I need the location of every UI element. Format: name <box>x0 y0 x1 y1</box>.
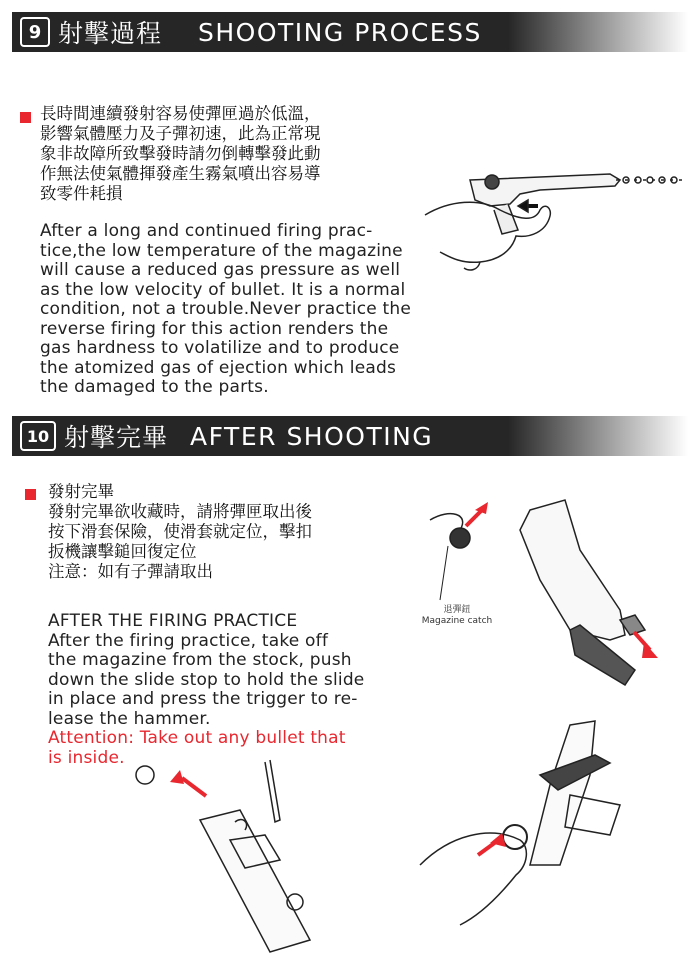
section-9-zh-text: 長時間連續發射容易使彈匣過於低溫， 影響氣體壓力及子彈初速，此為正常現 象非故障所致擊發時請勿倒轉擊發此動 作無法使氣體揮發產生霧氣噴出容易導 致零件耗損 <box>40 104 321 203</box>
banner-fade <box>508 12 688 52</box>
section-10-title-en: AFTER SHOOTING <box>190 421 434 451</box>
section-10-bullet-icon <box>25 489 36 500</box>
section-9-en-text: After a long and continued firing prac- tice,the low temperature of the magazine will cause a reduced gas pressure as well as the low velocity of bullet. It is a normal condition, not a trouble.Never practice the reverse firing for this action renders the gas hardness to volatilize and to produce the atomized gas of ejection which leads the damaged to the parts. <box>40 221 412 397</box>
magazine-screwdriver-illustration <box>130 760 350 955</box>
en-heading: AFTER THE FIRING PRACTICE <box>48 611 298 631</box>
section-10-title-zh: 射擊完畢 <box>64 423 169 452</box>
section-10-zh-text: 發射完畢 發射完畢欲收藏時，請將彈匣取出後 按下滑套保險，使滑套就定位，擊扣 扳機讓擊鎚回復定位 注意：如有子彈請取出 <box>48 482 312 581</box>
magazine-catch-illustration <box>420 490 690 700</box>
section-10-banner <box>12 416 688 456</box>
section-10-number: 10 <box>20 421 56 451</box>
section-9-title-en: SHOOTING PROCESS <box>198 17 482 47</box>
reverse-firing-illustration <box>420 160 690 280</box>
banner-fade <box>508 416 688 456</box>
section-9-title-zh: 射擊過程 <box>58 19 163 48</box>
attention-text: Attention: Take out any bullet that <box>48 728 346 748</box>
section-9-bullet-icon <box>20 112 31 123</box>
section-9-banner <box>12 12 688 52</box>
section-9-number: 9 <box>20 17 50 47</box>
slide-stop-illustration <box>420 715 690 955</box>
magazine-catch-label: 退彈鈕 Magazine catch <box>421 605 493 626</box>
section-10-en-text: AFTER THE FIRING PRACTICE After the firing practice, take off the magazine from the stock, push down the slide stop to hold the slide in place and press the trigger to re- lease the hammer. Attention: Take out any bullet that is inside. <box>48 611 365 768</box>
